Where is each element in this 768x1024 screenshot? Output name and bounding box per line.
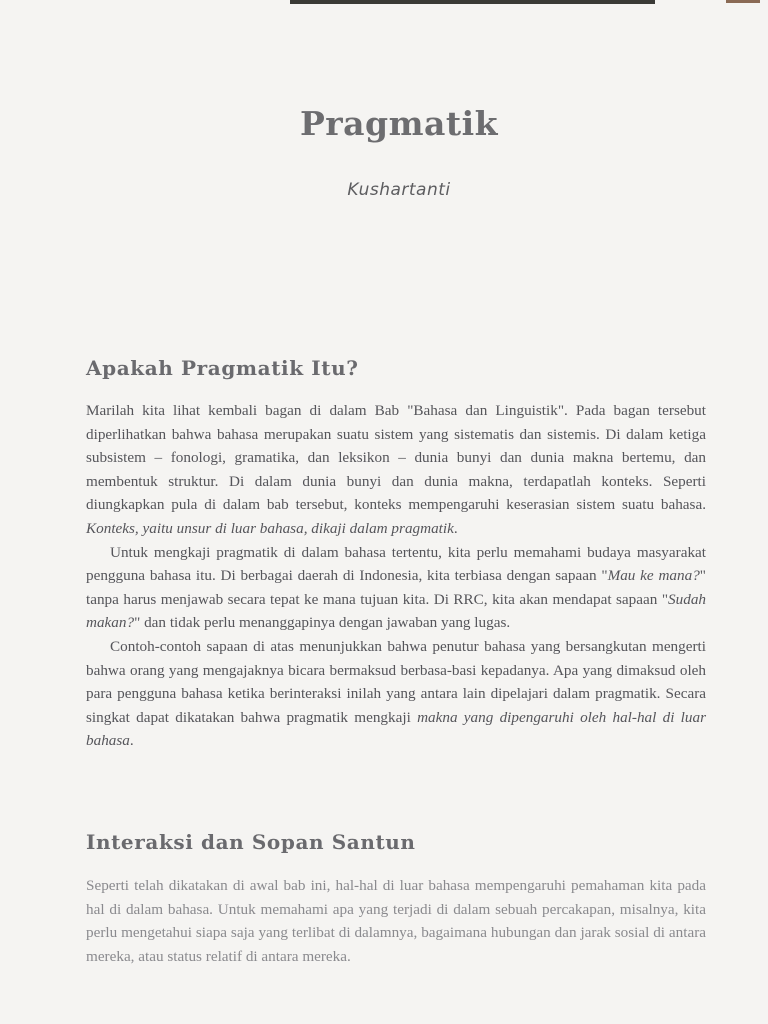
paragraph: Seperti telah dikatakan di awal bab ini, hal-hal di luar bahasa mempengaruhi pemahaman kita pada hal di dalam bahasa. Untuk memahami apa yang terjadi di dalam sebuah percakapan, misalnya, kita perlu mengetahui siapa saja yang terlibat di dalamnya, bagaimana hubungan dan jarak sosial di antara mereka, atau status relatif di antara mereka. <box>86 877 706 965</box>
chapter-author: Kushartanti <box>347 180 451 200</box>
scan-artifact-top <box>290 0 655 4</box>
paragraph: Marilah kita lihat kembali bagan di dalam Bab "Bahasa dan Linguistik". Pada bagan tersebut diperlihatkan bahwa bahasa merupakan suatu sistem yang sistematis dan sistemis. Di dalam ketiga subsistem – fonologi, gramatika, dan leksikon – dunia bunyi dan dunia makna bertemu, dan membentuk struktur. Di dalam dunia bunyi dan dunia makna, terdapatlah konteks. Seperti diungkapkan pula di dalam bab tersebut, konteks mempengaruhi keserasian sistem suatu bahasa. Konteks, yaitu unsur di luar bahasa, dikaji dalam pragmatik. <box>86 402 706 537</box>
section-heading-pragmatik: Apakah Pragmatik Itu? <box>86 356 359 380</box>
section-heading-interaksi: Interaksi dan Sopan Santun <box>86 830 416 854</box>
scan-artifact-corner <box>726 0 760 3</box>
paragraph: Untuk mengkaji pragmatik di dalam bahasa tertentu, kita perlu memahami budaya masyarakat pengguna bahasa itu. Di berbagai daerah di Indonesia, kita terbiasa dengan sapaan "Mau ke mana?" tanpa harus menjawab secara tepat ke mana tujuan kita. Di RRC, kita akan mendapat sapaan "Sudah makan?" dan tidak perlu menanggapinya dengan jawaban yang lugas. <box>86 543 706 632</box>
section-body-interaksi <box>86 874 706 968</box>
chapter-title: Pragmatik <box>299 104 499 143</box>
paragraph: Contoh-contoh sapaan di atas menunjukkan bahwa penutur bahasa yang bersangkutan mengerti bahwa orang yang mengajaknya bicara bermaksud berbasa-basi kepadanya. Apa yang dimaksud oleh para pengguna bahasa ketika berinteraksi inilah yang antara lain dipelajari dalam pragmatik. Secara singkat dapat dikatakan bahwa pragmatik mengkaji makna yang dipengaruhi oleh hal-hal di luar bahasa. <box>86 637 706 750</box>
section-body-pragmatik <box>86 399 706 753</box>
